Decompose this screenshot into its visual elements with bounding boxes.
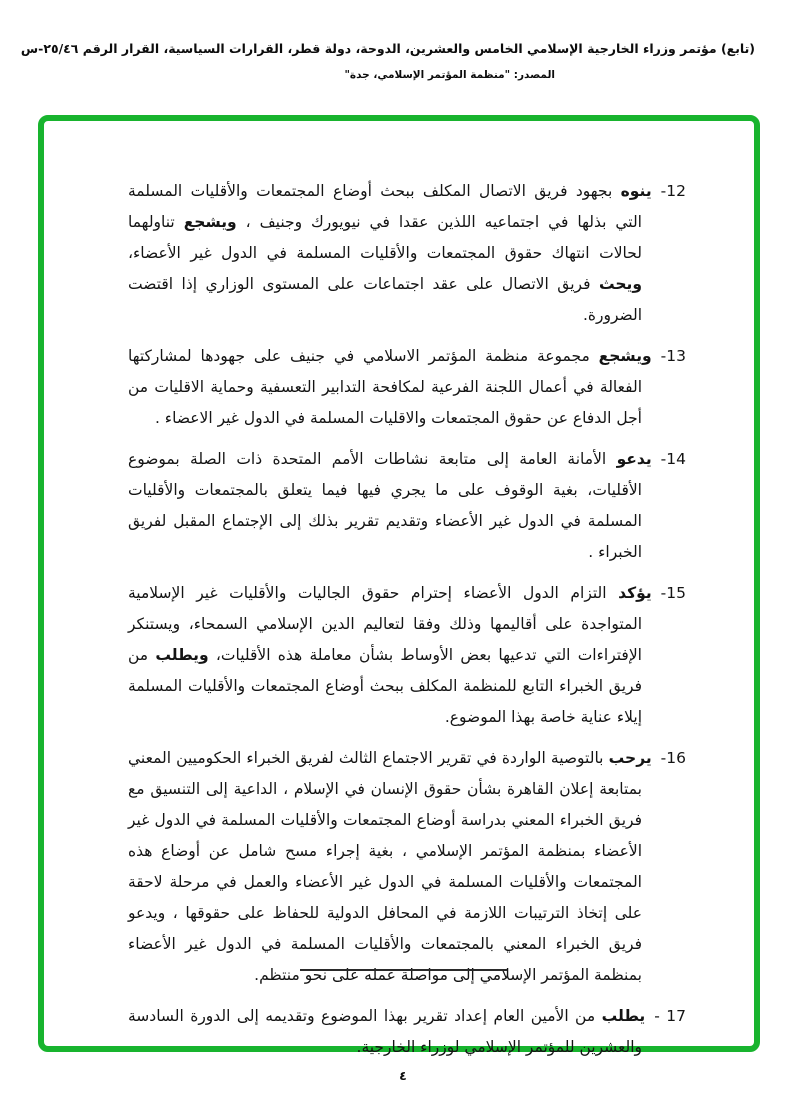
paragraph-text: فريق الاتصال على عقد اجتماعات على المستوى الوزاري إذا اقتضت الضرورة.: [128, 275, 642, 324]
paragraph-keyword: ويطلب: [155, 646, 209, 664]
resolution-paragraph: [128, 444, 686, 568]
paragraph-keyword: يرحب: [608, 749, 652, 767]
paragraph-keyword: يؤكد: [618, 584, 652, 602]
footer-separator-line: [300, 969, 507, 971]
header-source-line: المصدر: "منظمة المؤتمر الإسلامي، جدة": [344, 69, 555, 81]
paragraph-text: بالتوصية الواردة في تقرير الاجتماع الثالث لفريق الخبراء الحكوميين المعني بمتابعة إعلان القاهرة بشأن حقوق الإنسان في الإسلام ، الداعية إلى التنسيق مع فريق الخبراء المعني بدراسة أوضاع المجتمعات والأقليات المسلمة في الدول غير الأعضاء بمنظمة المؤتمر الإسلامي ، بغية إجراء مسح شامل عن أوضاع هذه المجتمعات والأقليات المسلمة في الدول غير الأعضاء والعمل في مرحلة لاحقة على إتخاذ الترتيبات اللازمة في المحافل الدولية للحفاظ على حقوقها ، ويدعو فريق الخبراء المعني بالمجتمعات والأقليات المسلمة في الدول غير الأعضاء بمنظمة المؤتمر الإسلامي إلى مواصلة عمله على نحو منتظم.: [128, 749, 642, 984]
paragraph-keyword: يطلب: [601, 1007, 646, 1025]
paragraph-keyword: ويشجع: [183, 213, 237, 231]
paragraph-number: 13-: [660, 347, 686, 365]
paragraph-number: 17 -: [654, 1007, 686, 1025]
resolution-paragraph: [128, 341, 686, 434]
paragraph-keyword: ويشجع: [598, 347, 652, 365]
page-number: ٤: [399, 1068, 407, 1083]
resolution-paragraph: [128, 176, 686, 331]
paragraph-keyword: ينوه: [620, 182, 652, 200]
paragraph-text: مجموعة منظمة المؤتمر الاسلامي في جنيف على جهودها لمشاركتها الفعالة في أعمال اللجنة الفرعية لمكافحة التدابير التعسفية وحماية الاقليات من أجل الدفاع عن حقوق المجتمعات والاقليات المسلمة في الدول غير الاعضاء .: [128, 347, 642, 427]
paragraph-number: 12-: [660, 182, 686, 200]
paragraph-text: من الأمين العام إعداد تقرير بهذا الموضوع وتقديمه إلى الدورة السادسة والعشرين للمؤتمر الإسلامي لوزراء الخارجية.: [128, 1007, 642, 1056]
paragraph-text: تناولهما لحالات انتهاك حقوق المجتمعات والأقليات المسلمة في الدول غير الأعضاء،: [128, 213, 642, 262]
paragraph-text: الأمانة العامة إلى متابعة نشاطات الأمم المتحدة ذات الصلة بموضوع الأقليات، بغية الوقوف على ما يجري فيها فيما يتعلق بالمجتمعات والأقليات المسلمة في الدول غير الأعضاء وتقديم تقرير بذلك إلى الإجتماع المقبل لفريق الخبراء .: [128, 450, 642, 561]
paragraph-number: 16-: [660, 749, 686, 767]
resolution-paragraphs: [128, 176, 686, 1073]
paragraph-number: 14-: [660, 450, 686, 468]
paragraph-text: بجهود فريق الاتصال المكلف ببحث أوضاع المجتمعات والأقليات المسلمة التي بذلها في اجتماعيه اللذين عقدا في نيويورك وجنيف ،: [128, 182, 642, 231]
paragraph-keyword: يدعو: [616, 450, 652, 468]
paragraph-text: من فريق الخبراء التابع للمنظمة المكلف ببحث أوضاع المجتمعات والأقليات المسلمة إيلاء عناية خاصة بهذا الموضوع.: [128, 646, 642, 726]
resolution-paragraph: [128, 1001, 686, 1063]
paragraph-number: 15-: [660, 584, 686, 602]
paragraph-keyword: ويحث: [598, 275, 642, 293]
resolution-paragraph: [128, 743, 686, 991]
resolution-paragraph: [128, 578, 686, 733]
paragraph-text: التزام الدول الأعضاء إحترام حقوق الجاليات والأقليات غير الإسلامية المتواجدة على أقاليمها وذلك وفقا لتعاليم الدين الإسلامي السمحاء، ويستنكر الإفتراءات التي تدعيها بعض الأوساط بشأن معاملة هذه الأقليات،: [128, 584, 642, 664]
header-conference-line: (تابع) مؤتمر وزراء الخارجية الإسلامي الخامس والعشرين، الدوحة، دولة قطر، القرارات السياسية، القرار الرقم ٢٥/٤٦-س: [20, 41, 755, 56]
